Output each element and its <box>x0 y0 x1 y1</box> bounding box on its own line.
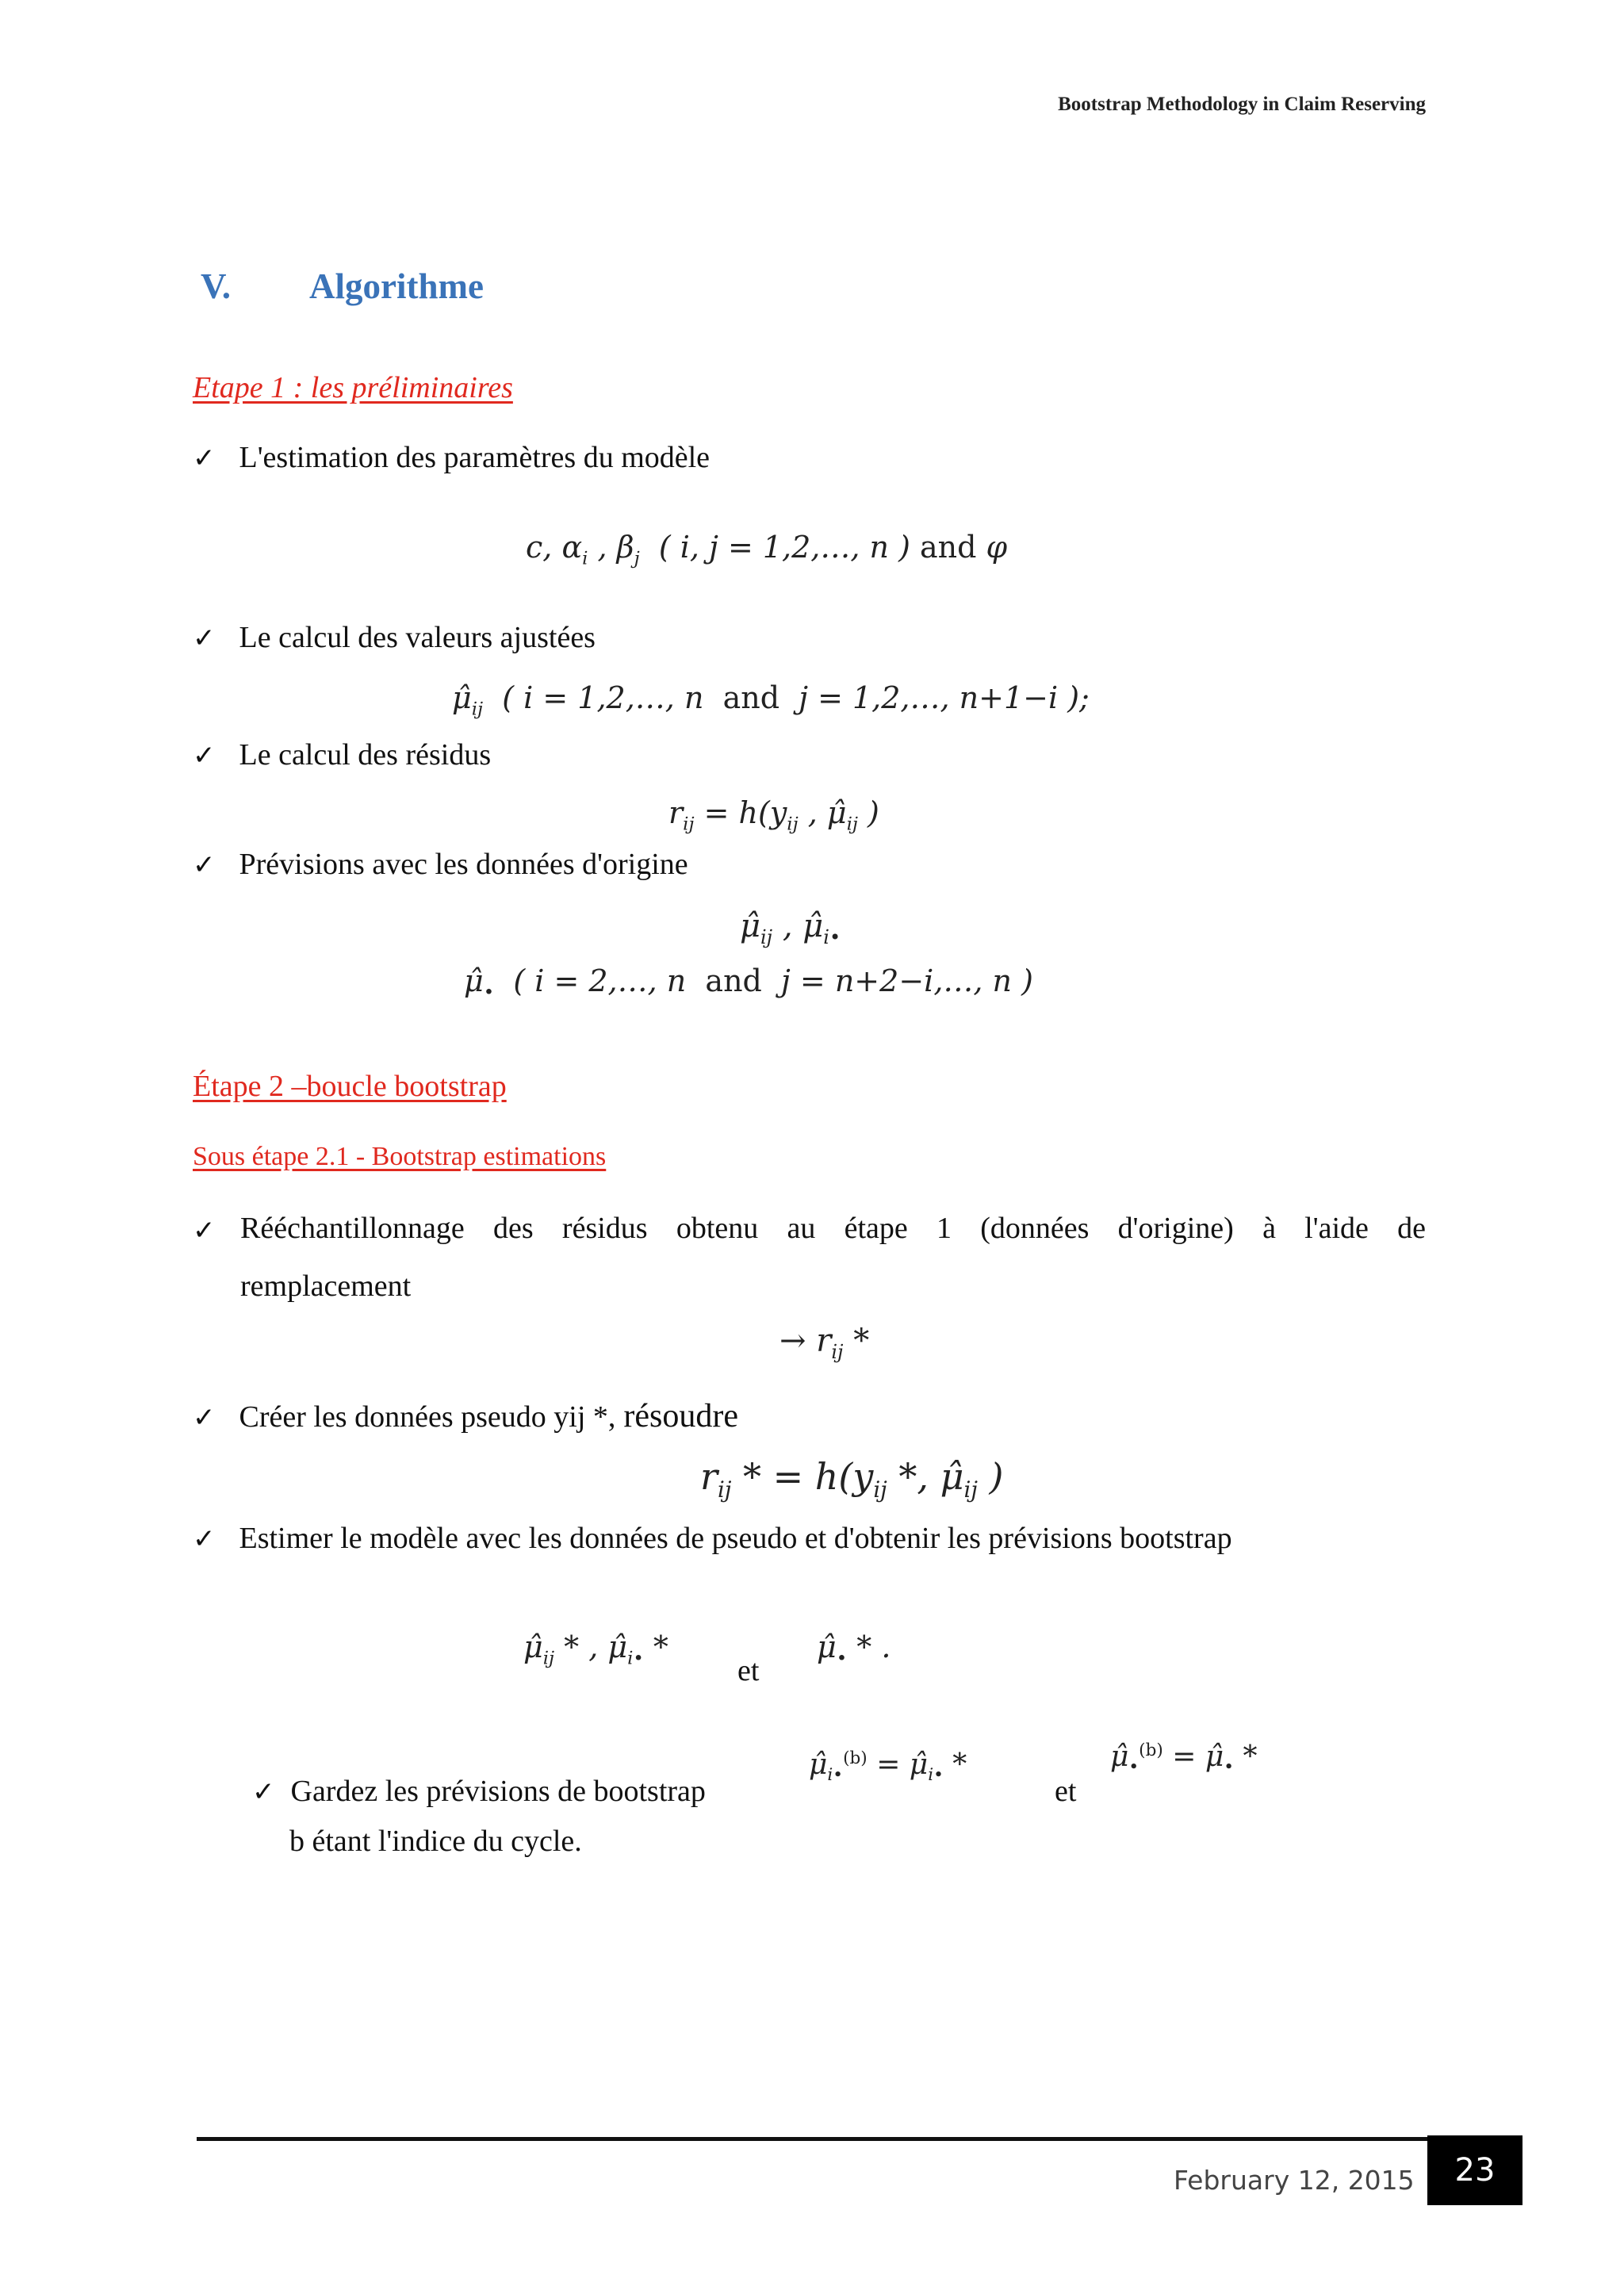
formula-resampled-residuals: → $r_{ij}$ * <box>779 1323 870 1363</box>
checkmark-icon: ✓ <box>252 1776 275 1808</box>
footer-date: February 12, 2015 <box>1174 2165 1415 2196</box>
formula-forecast-cells: $\mû_{ij}$ , $\mû_{i•}$ <box>740 908 841 948</box>
step1-heading: Etape 1 : les préliminaires <box>193 371 513 404</box>
bullet-keep-forecasts <box>252 1774 706 1809</box>
bullet-text: Gardez les prévisions de bootstrap <box>290 1775 706 1808</box>
checkmark-icon: ✓ <box>193 1402 216 1434</box>
bullet-fitted-values <box>193 620 596 655</box>
step2-heading: Étape 2 –boucle bootstrap <box>193 1070 507 1103</box>
section-number: V. <box>201 266 231 306</box>
checkmark-icon: ✓ <box>193 1215 216 1247</box>
checkmark-icon: ✓ <box>193 849 216 881</box>
formula-fitted-values: $\mû_{ij}$ ( i = 1,2,…, n and j = 1,2,…, n+1−i ); <box>452 680 1090 720</box>
formula-residuals: $r_{ij} = h(y_{ij}$ , $\mû_{ij}$ ) <box>668 795 879 835</box>
running-header: Bootstrap Methodology in Claim Reserving <box>1058 94 1426 115</box>
formula-pseudo-residuals: $r_{ij}$ * = $h(y_{ij}$ *, $\mû_{ij}$ ) <box>700 1455 1004 1503</box>
checkmark-icon: ✓ <box>193 622 216 654</box>
formula-keep-grand-total: $\mû_•^{(b)}$ = $\mû_•$ * <box>1110 1741 1258 1778</box>
formula-parameters: c, $\alpha_i$ , $\beta_j$ ( i, j = 1,2,…, n ) and φ <box>526 530 1008 569</box>
bullet-text: Créer les données pseudo yij *, <box>239 1400 616 1434</box>
footer-divider <box>197 2137 1428 2141</box>
section-title: Algorithme <box>309 266 484 306</box>
bullet-suffix: résoudre <box>623 1398 738 1434</box>
bullet-forecasts <box>193 847 688 882</box>
bullet-resample-line1: Rééchantillonnage des résidus obtenu au étape 1 (données d'origine) à l'aide de <box>240 1212 1426 1245</box>
bullet-estimate-model <box>193 1521 1232 1556</box>
formula-keep-row-total: $\mû_{i•}^{(b)}$ = $\mû_{i•}$ * <box>809 1748 967 1786</box>
checkmark-icon: ✓ <box>193 442 216 474</box>
bullet-text: Estimer le modèle avec les données de pseudo et d'obtenir les prévisions bootstrap <box>239 1522 1232 1555</box>
bullet-text: Le calcul des valeurs ajustées <box>239 621 596 654</box>
bullet-text: Prévisions avec les données d'origine <box>239 848 688 881</box>
checkmark-icon: ✓ <box>193 740 216 772</box>
formula-bootstrap-total: $\mû_•$ * . <box>817 1630 891 1669</box>
formula-bootstrap-estimates: $\mû_{ij}$ * , $\mû_{i•}$ * <box>523 1630 668 1669</box>
step2-subheading: Sous étape 2.1 - Bootstrap estimations <box>193 1142 607 1171</box>
bullet-param-estimation <box>193 440 710 475</box>
formula-forecast-total: $\mû_•$ ( i = 2,…, n and j = n+2−i,…, n ) <box>464 963 1033 1003</box>
page-number: 23 <box>1427 2135 1522 2205</box>
bullet-pseudo-data <box>193 1397 738 1435</box>
checkmark-icon: ✓ <box>193 1523 216 1555</box>
bullet-residuals <box>193 737 491 772</box>
conjunction-et: et <box>1055 1775 1077 1808</box>
bullet-text: Le calcul des résidus <box>239 738 492 772</box>
conjunction-et: et <box>737 1654 760 1687</box>
bullet-keep-line2: b étant l'indice du cycle. <box>289 1825 582 1858</box>
bullet-text: L'estimation des paramètres du modèle <box>239 441 710 474</box>
bullet-resample-line2: remplacement <box>240 1270 412 1303</box>
